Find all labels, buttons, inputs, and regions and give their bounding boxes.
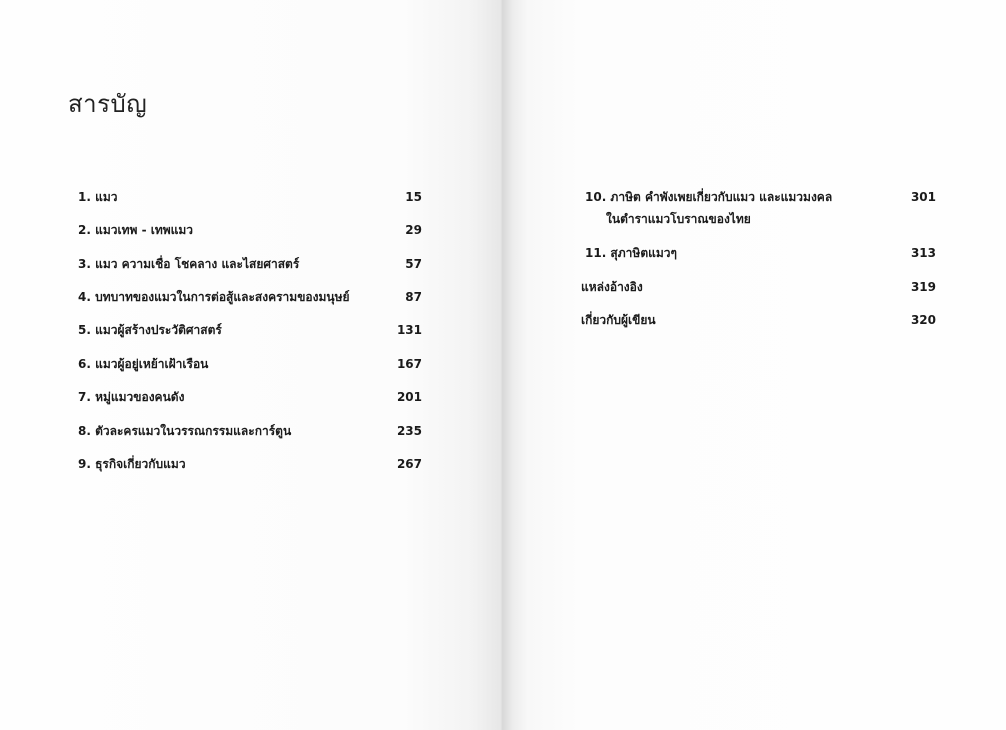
toc-entry-label: 7. หมู่แมวของคนดัง	[78, 390, 185, 404]
toc-entry-label: 9. ธุรกิจเกี่ยวกับแมว	[78, 457, 186, 471]
toc-entry-11	[585, 242, 936, 264]
toc-entry-label: เกี่ยวกับผู้เขียน	[581, 313, 656, 327]
toc-entry-label: 8. ตัวละครแมวในวรรณกรรมและการ์ตูน	[78, 424, 292, 438]
toc-title: สารบัญ	[68, 90, 148, 118]
toc-entry-page: 313	[910, 246, 936, 260]
toc-entry-page: 319	[910, 280, 936, 294]
toc-entry-5	[78, 319, 422, 341]
toc-entry-about-author	[581, 309, 936, 331]
toc-entry-label: แหล่งอ้างอิง	[581, 280, 643, 294]
toc-entry-label: 1. แมว	[78, 190, 118, 204]
right-page	[503, 0, 1006, 730]
toc-entry-page: 87	[405, 290, 422, 304]
toc-entry-10	[585, 186, 936, 226]
toc-entry-page: 57	[405, 257, 422, 271]
toc-entry-page: 267	[396, 457, 422, 471]
toc-entry-label: 10. ภาษิต คำพังเพยเกี่ยวกับแมว และแมวมงคล	[585, 190, 833, 204]
toc-entry-4	[78, 286, 422, 308]
toc-entry-page: 29	[405, 223, 422, 237]
toc-entry-2	[78, 219, 422, 241]
toc-entry-label: 11. สุภาษิตแมวๆ	[585, 246, 677, 260]
toc-entry-7	[78, 386, 422, 408]
toc-entry-8	[78, 420, 422, 442]
toc-entry-label: 3. แมว ความเชื่อ โชคลาง และไสยศาสตร์	[78, 257, 300, 271]
toc-entry-9	[78, 453, 422, 475]
toc-entry-page: 167	[396, 357, 422, 371]
toc-entry-label: 5. แมวผู้สร้างประวัติศาสตร์	[78, 323, 222, 337]
toc-entry-label-continued: ในตำราแมวโบราณของไทย	[606, 212, 751, 226]
toc-entry-page: 235	[396, 424, 422, 438]
toc-entry-page: 301	[910, 190, 936, 204]
toc-entry-6	[78, 353, 422, 375]
toc-entry-label: 2. แมวเทพ - เทพแมว	[78, 223, 194, 237]
toc-entry-page: 320	[910, 313, 936, 327]
toc-entry-label: 6. แมวผู้อยู่เหย้าเฝ้าเรือน	[78, 357, 209, 371]
toc-entry-label: 4. บทบาทของแมวในการต่อสู้และสงครามของมนุษย์	[78, 290, 350, 304]
toc-entry-3	[78, 253, 422, 275]
toc-entry-page: 201	[396, 390, 422, 404]
toc-entry-page: 131	[396, 323, 422, 337]
toc-entry-1	[78, 186, 422, 208]
toc-entry-page: 15	[405, 190, 422, 204]
toc-entry-references	[581, 276, 936, 298]
